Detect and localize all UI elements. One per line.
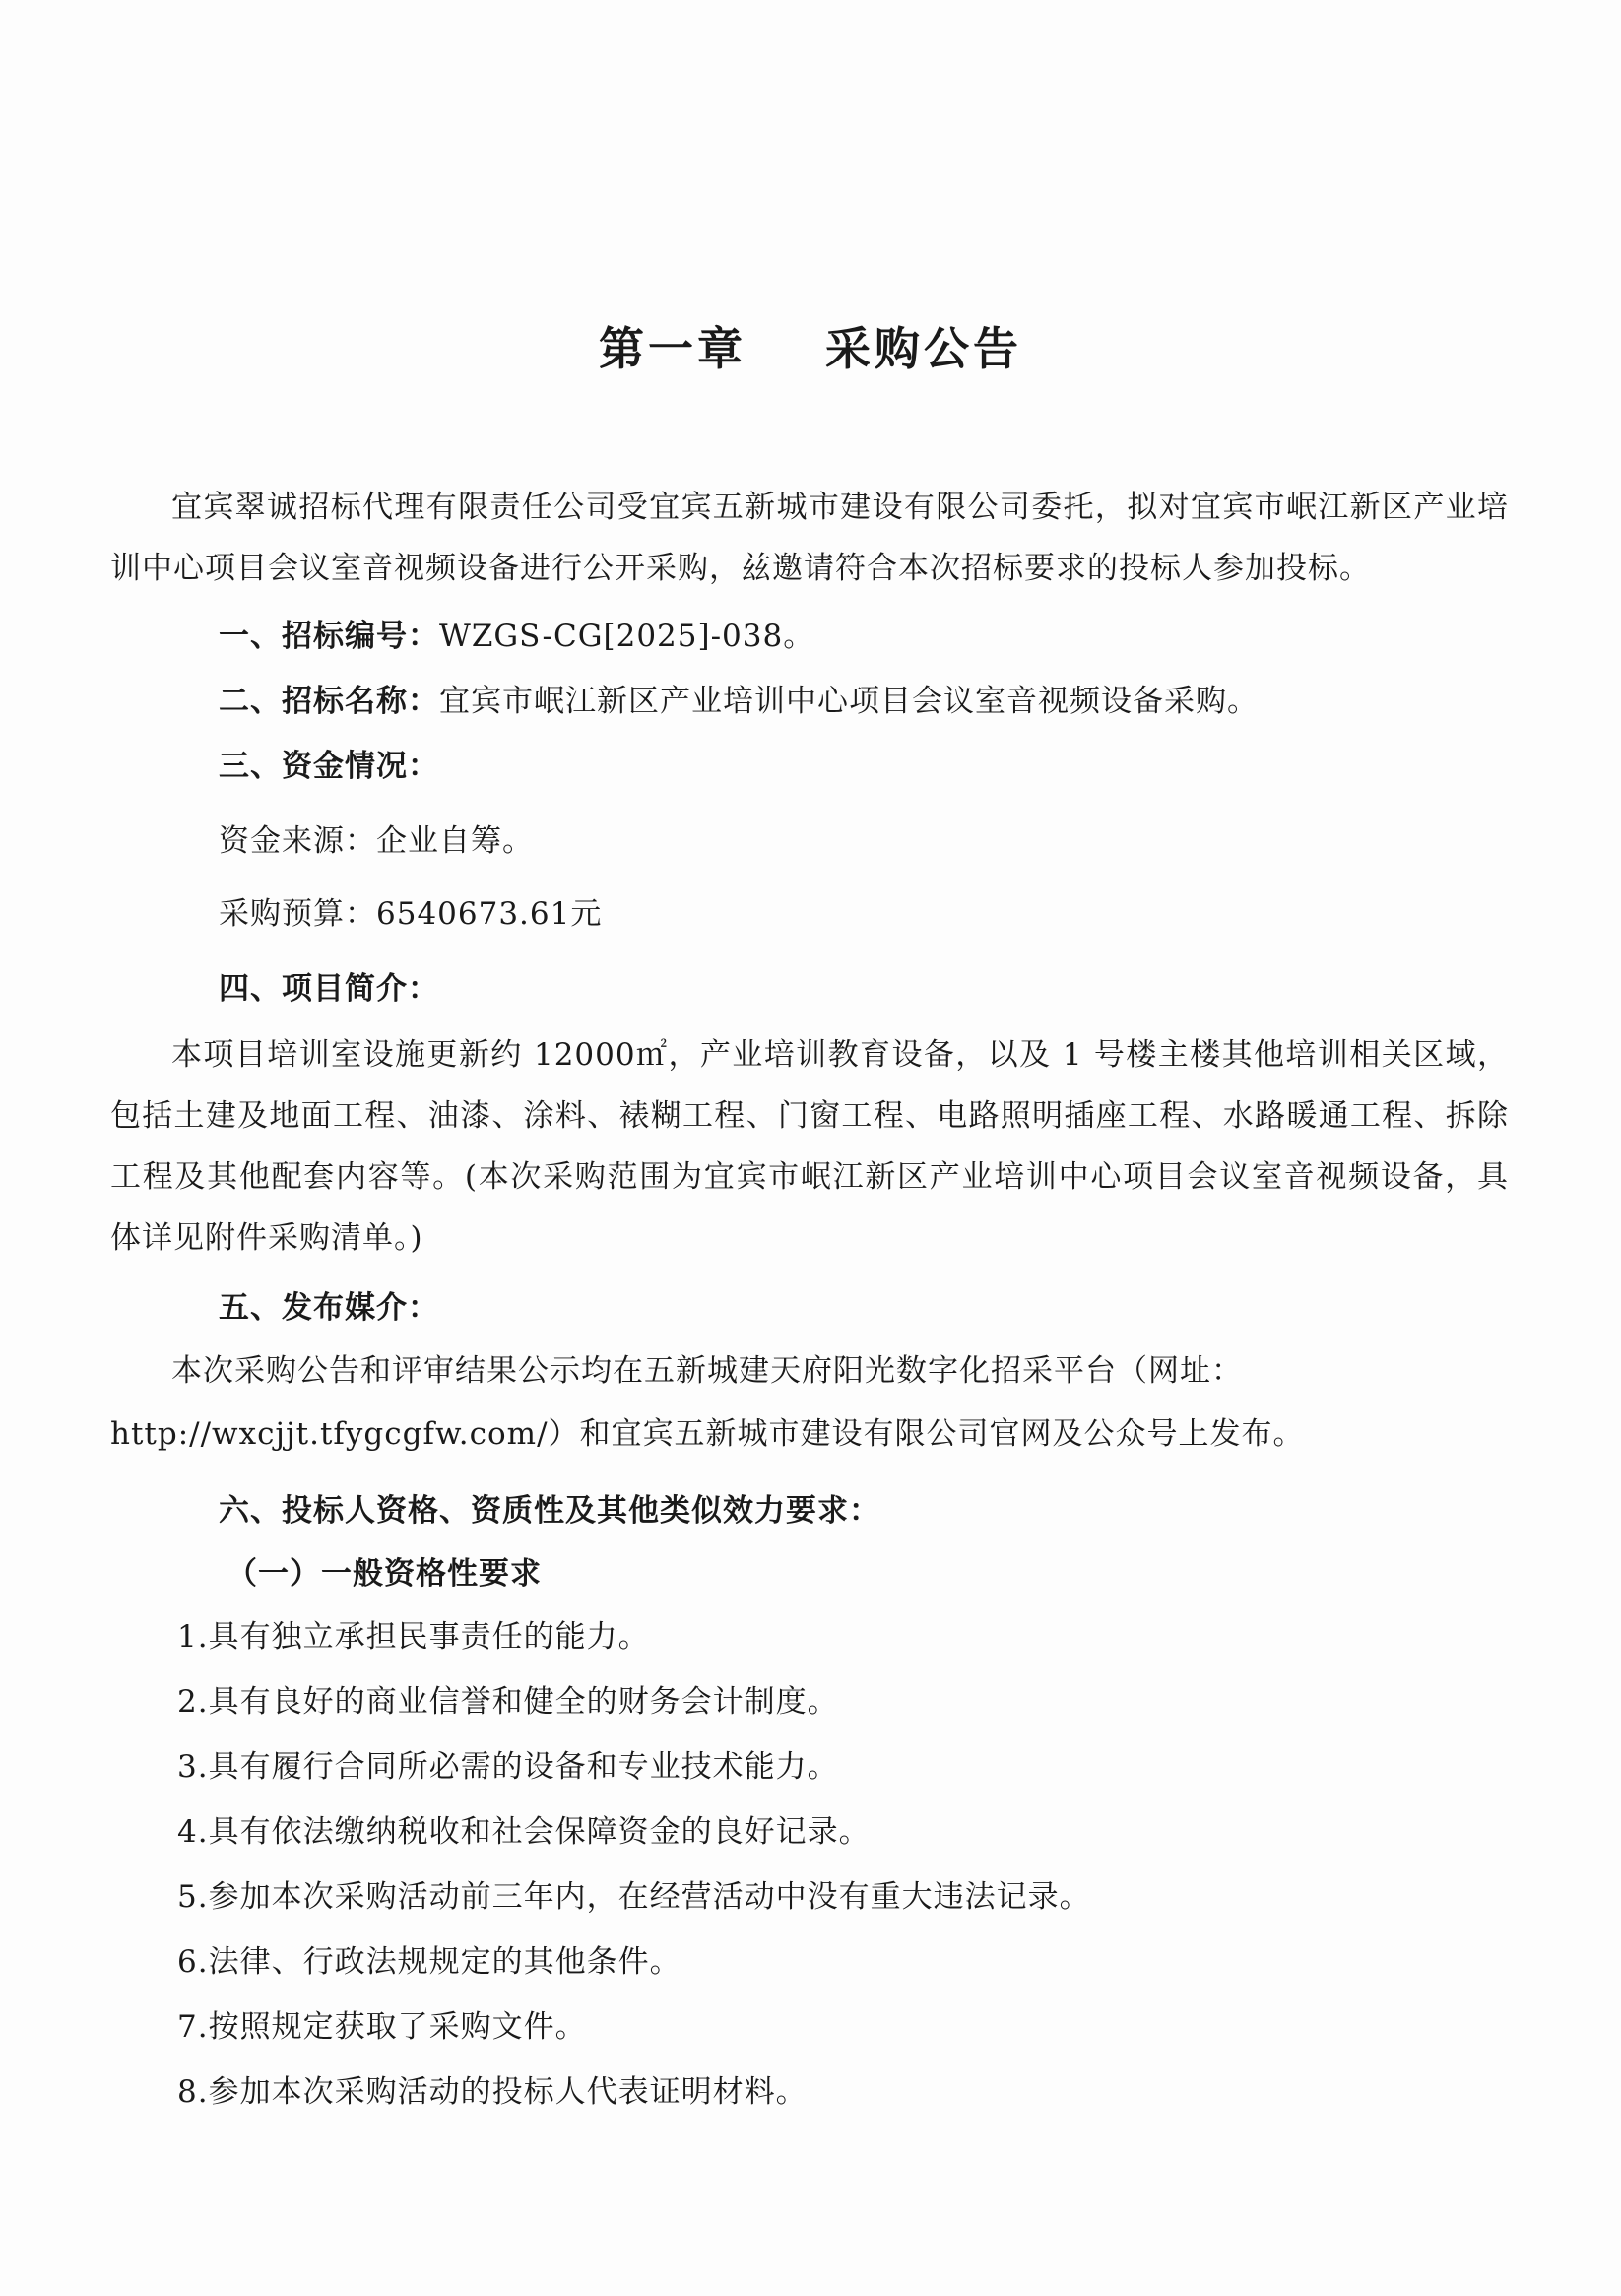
section-bid-number <box>219 617 814 656</box>
qualification-item-3: 3.具有履行合同所必需的设备和专业技术能力。 <box>177 1749 839 1785</box>
section-bid-name-value: 宜宾市岷江新区产业培训中心项目会议室音视频设备采购。 <box>439 684 1259 719</box>
qualification-item-1: 1.具有独立承担民事责任的能力。 <box>177 1619 650 1655</box>
media-text-line-1: 本次采购公告和评审结果公示均在五新城建天府阳光数字化招采平台（网址： <box>171 1353 1243 1389</box>
page-title: 第一章 采购公告 <box>598 322 1023 375</box>
qualification-item-8: 8.参加本次采购活动的投标人代表证明材料。 <box>177 2074 808 2110</box>
intro-paragraph: 宜宾翠诚招标代理有限责任公司受宜宾五新城市建设有限公司委托，拟对宜宾市岷江新区产业培训中心项目会议室音视频设备进行公开采购，兹邀请符合本次招标要求的投标人参加投标。 <box>110 490 1509 586</box>
funding-budget: 采购预算：6540673.61元 <box>219 896 603 932</box>
section-bid-name-label: 二、招标名称： <box>219 684 439 719</box>
general-qualification-label: （一）一般资格性要求 <box>227 1556 542 1592</box>
media-text-line-2: http://wxcjjt.tfygcgfw.com/）和宜宾五新城市建设有限公司官网及公众号上发布。 <box>110 1416 1305 1452</box>
section-media-label: 五、发布媒介： <box>219 1290 439 1326</box>
section-bid-number-label: 一、招标编号： <box>219 619 439 654</box>
section-bid-number-value: WZGS-CG[2025]-038。 <box>439 619 815 654</box>
qualification-item-7: 7.按照规定获取了采购文件。 <box>177 2009 587 2045</box>
funding-source: 资金来源：企业自筹。 <box>219 823 534 859</box>
qualification-item-5: 5.参加本次采购活动前三年内，在经营活动中没有重大违法记录。 <box>177 1879 1091 1915</box>
section-bid-name <box>219 682 1259 721</box>
project-description: 本项目培训室设施更新约 12000㎡，产业培训教育设备，以及 1 号楼主楼其他培训相关区域，包括土建及地面工程、油漆、涂料、裱糊工程、门窗工程、电路照明插座工程、水路暖通工程、拆除工程及其他配套内容等。(本次采购范围为宜宾市岷江新区产业培训中心项目会议室音视频设备，具体详见附件采购清单。) <box>110 1037 1509 1256</box>
section-project-label: 四、项目简介： <box>219 971 439 1007</box>
section-funding-label: 三、资金情况： <box>219 749 439 784</box>
qualification-item-2: 2.具有良好的商业信誉和健全的财务会计制度。 <box>177 1684 839 1720</box>
qualification-item-4: 4.具有依法缴纳税收和社会保障资金的良好记录。 <box>177 1814 871 1850</box>
section-qualification-label: 六、投标人资格、资质性及其他类似效力要求： <box>219 1493 880 1529</box>
qualification-item-6: 6.法律、行政法规规定的其他条件。 <box>177 1944 681 1980</box>
